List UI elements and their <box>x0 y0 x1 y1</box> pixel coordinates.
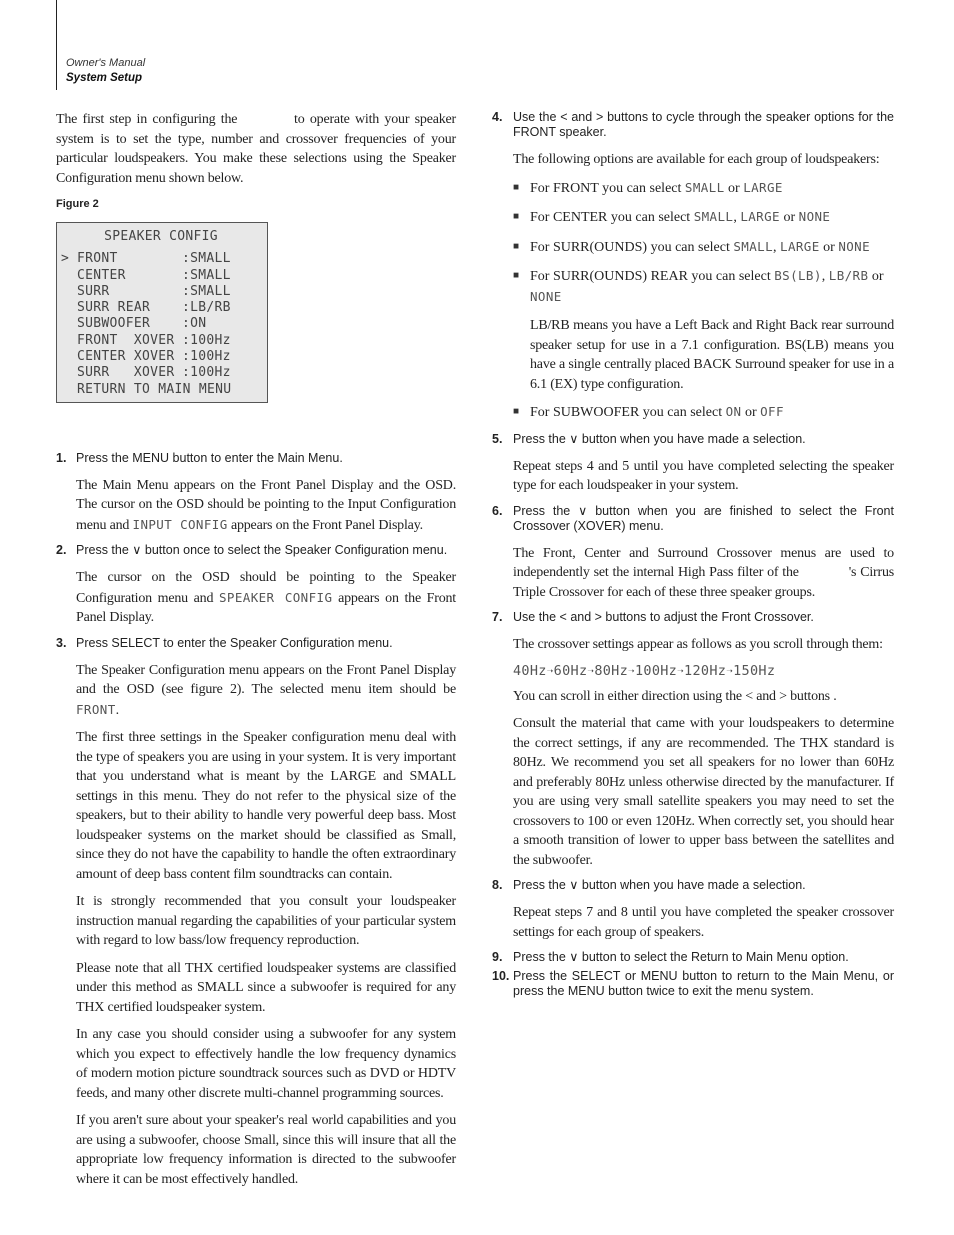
osd-row: CENTER :SMALL <box>77 267 231 283</box>
step-7: 7. Use the < and > buttons to adjust the Front Crossover. <box>492 610 814 624</box>
step-4-paragraph: The following options are available for each group of loudspeakers: <box>513 152 880 167</box>
osd-row: FRONT XOVER :100Hz <box>77 332 231 348</box>
step-2-paragraph: The cursor on the OSD should be pointing to the Speaker Configuration menu and SPEAKER CONFIG appears on the Front Panel Display. <box>76 570 457 626</box>
step-5: 5. Press the ∨ button when you have made a selection. <box>492 431 806 446</box>
speaker-config-osd <box>56 222 268 403</box>
paragraph: Please note that all THX certified loudspeaker systems are classified under this method as SMALL since a subwoofer is required for any THX certified loudspeaker system. <box>76 960 456 1015</box>
paragraph: It is strongly recommended that you consult your loudspeaker instruction manual regarding the capabilities of your particular system with regard to low bass/low frequency reproduction. <box>76 894 456 949</box>
osd-row: SURR REAR :LB/RB <box>77 300 231 316</box>
osd-row: SUBWOOFER :ON <box>77 316 207 332</box>
step-8: 8. Press the ∨ button when you have made a selection. <box>492 878 806 892</box>
list-item: ■ For CENTER you can select SMALL, LARGE or NONE <box>513 209 831 225</box>
right-column <box>492 110 894 1009</box>
list-item-note: LB/RB means you have a Left Back and Right Back rear surround speaker setup for use in a 7.1 configuration. BS(LB) means you have a single centrally placed BACK Surround speaker for use in a 6.1 (EX) type configuration. <box>530 318 894 392</box>
step-3-paragraph: The Speaker Configuration menu appears on the Front Panel Display and the OSD (see figure 2). The selected menu item should be FRONT. <box>76 662 456 718</box>
section-title: System Setup <box>66 72 143 84</box>
paragraph: In any case you should consider using a subwoofer for any system which you expect to effectively handle the low frequency dynamics of modern motion picture soundtrack sources such as DVD or HDTV feeds, and many other discrete multi-channel programming sources. <box>76 1027 456 1101</box>
osd-cursor: > <box>61 251 70 267</box>
figure-label: Figure 2 <box>56 198 99 210</box>
list-item: ■ For FRONT you can select SMALL or LARGE <box>513 179 783 196</box>
step-2: 2. Press the ∨ button once to select the Speaker Configuration menu. <box>56 543 448 558</box>
paragraph: Consult the material that came with your loudspeakers to determine the correct settings, if any are recommended. The THX standard is 80Hz. We recommend you set all speakers for no lower than 60Hz and preferably 80Hz unless otherwise directed by the manufacturer. If you are using very small satellite speakers you may need to set the crossovers to 100 or even 120Hz. When correctly set, you should hear a smooth transition of lower to upper bass between the satellites and the subwoofer. <box>513 716 894 868</box>
step-1-paragraph: The Main Menu appears on the Front Panel Display and the OSD. The cursor on the OSD should be pointing to the Input Configuration menu and INPUT CONFIG appears on the Front Panel Display. <box>76 477 456 533</box>
step-10: 10. Press the SELECT or MENU button to return to the Main Menu, or press the MENU button twice to exit the menu system. <box>492 969 894 998</box>
step-7-paragraph: The crossover settings appear as follows as you scroll through them: <box>513 637 883 652</box>
step-4: 4. Use the < and > buttons to cycle through the speaker options for the FRONT speaker. <box>492 110 894 139</box>
step-8-paragraph: Repeat steps 7 and 8 until you have completed the speaker crossover settings for each group of speakers. <box>513 905 894 940</box>
osd-title: SPEAKER CONFIG <box>104 229 218 244</box>
paragraph: The first three settings in the Speaker configuration menu deal with the type of speakers you are using in your system. It is very important that you understand what is meant by the LARGE and SMALL settings in this menu. They do not refer to the physical size of the speakers, but to their ability to handle very powerful deep bass. Most loudspeaker systems on the market should be classified as Small, since they do not have the capability to handle the often extraordinary amount of deep bass content film soundtracks can contain. <box>76 730 456 882</box>
header-rule <box>56 0 57 90</box>
left-column <box>56 110 456 1197</box>
osd-row: RETURN TO MAIN MENU <box>77 381 232 397</box>
paragraph: You can scroll in either direction using the < and > buttons . <box>513 688 837 704</box>
manual-title: Owner's Manual <box>66 57 146 69</box>
step-6-paragraph: The Front, Center and Surround Crossover menus are used to independently set the internal High Pass filter of the 's Cirrus Triple Crossover for each of these three speaker groups. <box>513 545 894 600</box>
step-1: 1. Press the MENU button to enter the Main Menu. <box>56 450 343 465</box>
list-item: ■ For SUBWOOFER you can select ON or OFF <box>513 404 784 420</box>
osd-row: CENTER XOVER :100Hz <box>77 349 231 365</box>
crossover-sequence: 40Hz➝60Hz➝80Hz➝100Hz➝120Hz➝150Hz <box>513 662 776 679</box>
osd-row: SURR :SMALL <box>77 283 231 299</box>
osd-row: SURR XOVER :100Hz <box>77 365 231 381</box>
step-5-paragraph: Repeat steps 4 and 5 until you have completed selecting the speaker type for each loudspeaker in your system. <box>513 458 894 493</box>
list-item: ■ For SURR(OUNDS) REAR you can select BS(LB), LB/RB or NONE <box>513 268 884 304</box>
intro-paragraph: The first step in configuring the to operate with your speaker system is to set the type, number and crossover frequencies of your particular loudspeakers. You make these selections using the Speaker Configuration menu shown below. <box>56 112 456 186</box>
step-6: 6. Press the ∨ button when you are finished to select the Front Crossover (XOVER) menu. <box>492 503 894 533</box>
step-3: 3. Press SELECT to enter the Speaker Configuration menu. <box>56 635 393 650</box>
osd-row: > FRONT :SMALL <box>61 251 231 267</box>
list-item: ■ For SURR(OUNDS) you can select SMALL, LARGE or NONE <box>513 238 871 255</box>
step-9: 9. Press the ∨ button to select the Return to Main Menu option. <box>492 950 849 964</box>
paragraph: If you aren't sure about your speaker's real world capabilities and you are using a subwoofer, choose Small, since this will insure that all the appropriate low frequency information is directed to the subwoofer where it can be most effectively handled. <box>76 1113 456 1187</box>
